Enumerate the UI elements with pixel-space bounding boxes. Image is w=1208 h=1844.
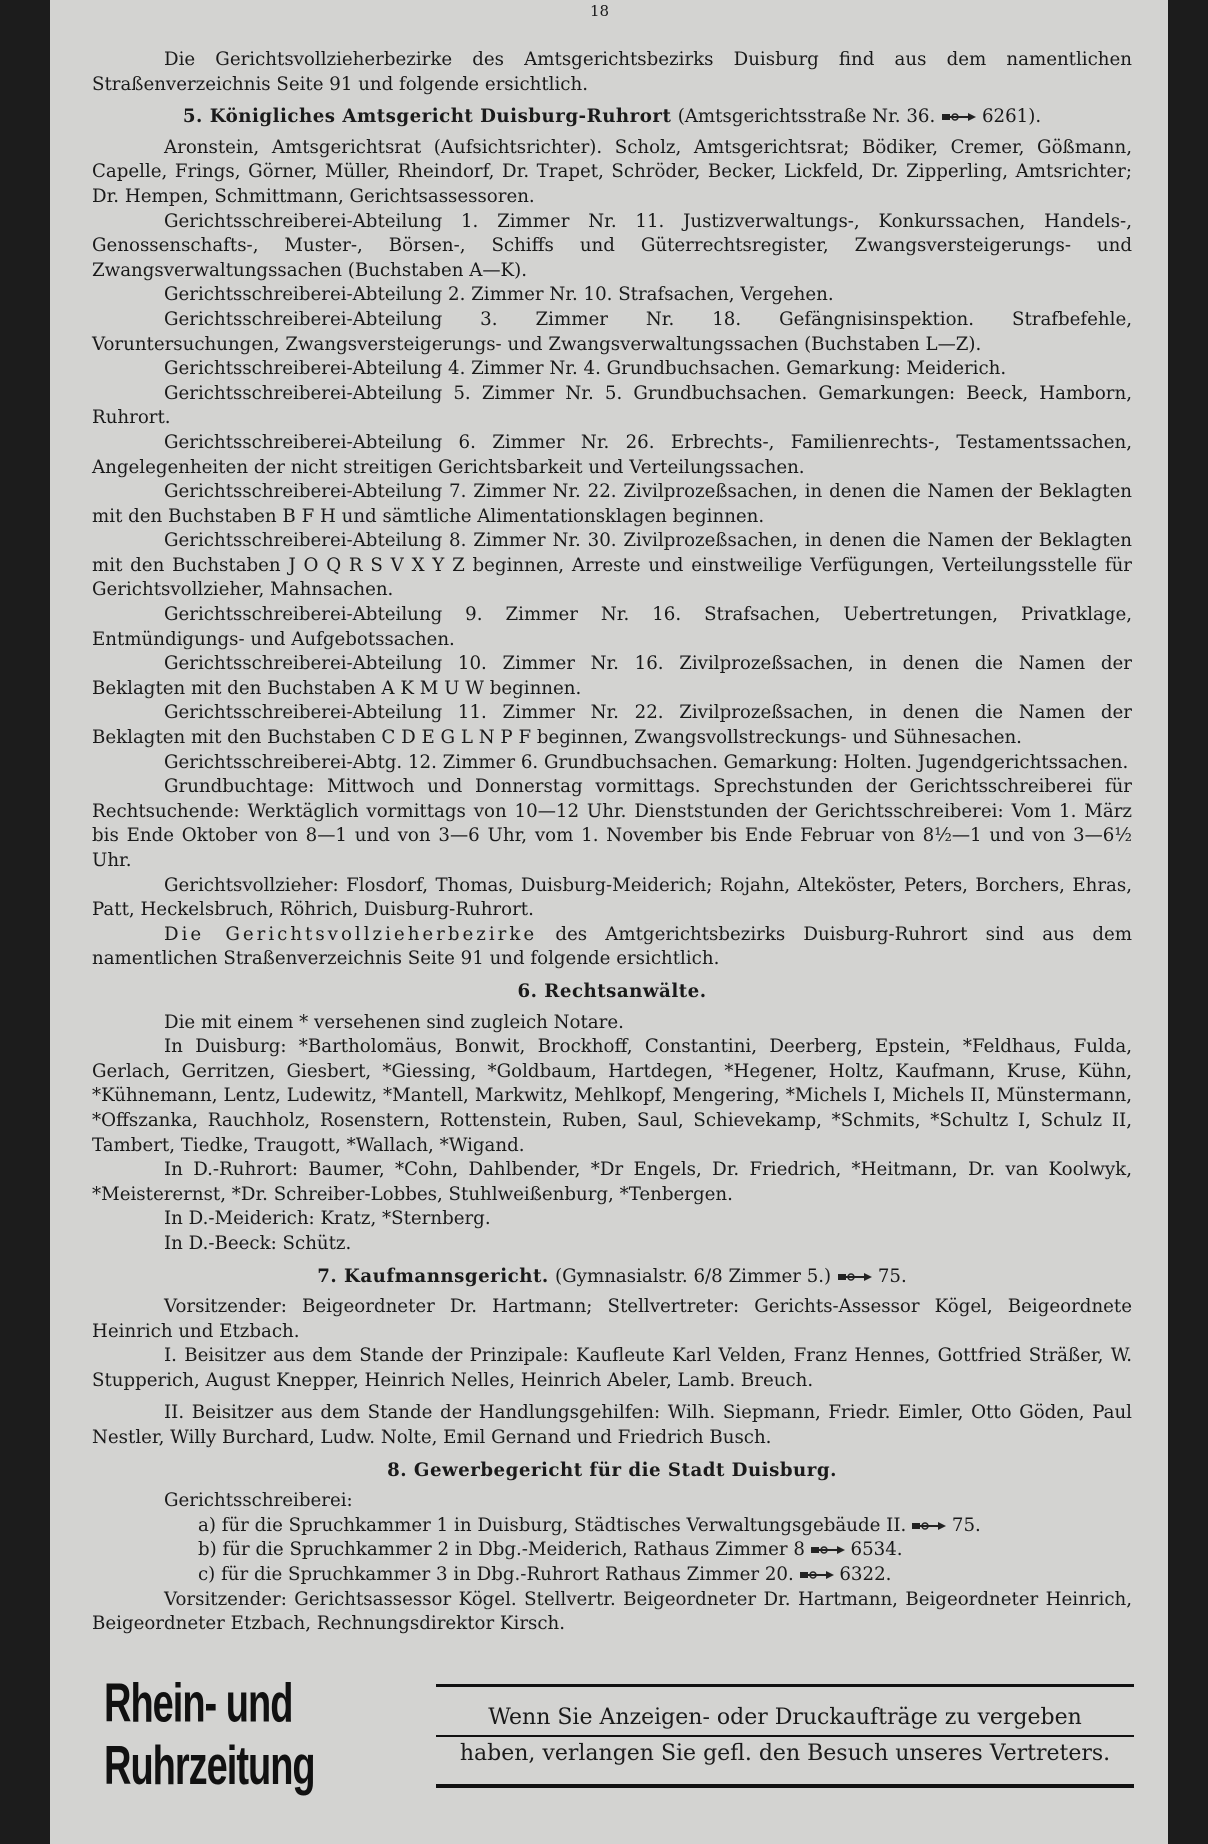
chamber-row-a — [92, 1514, 1132, 1539]
chamber-row-a-text: a) für die Spruchkammer 1 in Duisburg, Städtisches Verwaltungsgebäude II. — [198, 1514, 907, 1536]
telephone-icon — [838, 1271, 872, 1283]
chamber-row-c-text: c) für die Spruchkammer 3 in Dbg.-Ruhrort Rathaus Zimmer 20. — [198, 1564, 794, 1586]
chamber-row-b — [92, 1538, 1132, 1563]
registry-dept-8: Gerichtsschreiberei-Abteilung 8. Zimmer Nr. 30. Zivilprozeßsachen, in denen die Namen der Beklagten mit den Buchstaben J O Q R S V X Y Z beginnen, Arreste und einstweilige Verfügungen, Verteilungsstelle für Gerichtsvollzieher, Mahnsachen. — [92, 530, 1132, 601]
assessors-principals: I. Beisitzer aus dem Stande der Prinzipale: Kaufleute Karl Velden, Franz Hennes, Gottfried Sträßer, W. Stupperich, August Knepper, Heinrich Nelles, Heinrich Abeler, Lamb. Breuch. — [92, 1345, 1132, 1391]
section-7-phone: 75. — [877, 1265, 907, 1287]
registry-dept-12: Gerichtsschreiberei-Abtg. 12. Zimmer 6. Grundbuchsachen. Gemarkung: Holten. Jugendgerichtssachen. — [164, 751, 1129, 773]
newspaper-advertisement — [104, 1673, 1134, 1797]
registry-dept-9: Gerichtsschreiberei-Abteilung 9. Zimmer Nr. 16. Strafsachen, Uebertretungen, Privatklage, Entmündigungs- und Aufgebotssachen. — [92, 604, 1132, 650]
lawyers-meiderich: In D.-Meiderich: Kratz, *Sternberg. — [164, 1208, 491, 1230]
registry-dept-4: Gerichtsschreiberei-Abteilung 4. Zimmer Nr. 4. Grundbuchsachen. Gemarkung: Meiderich. — [164, 358, 1007, 380]
section-6-title: 6. Rechtsanwälte. — [517, 980, 707, 1002]
telephone-icon — [942, 111, 976, 123]
assessors-employees: II. Beisitzer aus dem Stande der Handlungsgehilfen: Wilh. Siepmann, Friedr. Eimler, Otto Göden, Paul Nestler, Willy Burchard, Ludw. Nolte, Emil Gernand und Friedrich Busch. — [92, 1402, 1132, 1449]
registry-dept-11: Gerichtsschreiberei-Abteilung 11. Zimmer Nr. 22. Zivilprozeßsachen, in denen die Namen der Beklagten mit den Buchstaben C D E G L N P F beginnen, Zwangsvollstreckungs- und Sühnesachen. — [92, 702, 1132, 749]
bailiff-districts-note — [92, 923, 1132, 972]
section-5-judges: Aronstein, Amtsgerichtsrat (Aufsichtsrichter). Scholz, Amtsgerichtsrat; Bödiker, Cremer, Gößmann, Capelle, Frings, Görner, Müller, Rheindorf, Dr. Trapet, Schröder, Becker, Lickfeld, Dr. Zipperling, Amtsrichter; Dr. Hempen, Schmittmann, Gerichtsassessoren. — [92, 136, 1132, 207]
chamber-row-c-phone: 6322. — [839, 1564, 892, 1586]
ad-line-1: Wenn Sie Anzeigen- oder Druckaufträge zu vergeben — [436, 1701, 1134, 1737]
registry-dept-3: Gerichtsschreiberei-Abteilung 3. Zimmer Nr. 18. Gefängnisinspektion. Strafbefehle, Voruntersuchungen, Zwangsversteigerungs- und Zwangsverwaltungssachen (Buchstaben L—Z). — [92, 308, 1132, 355]
document-body — [92, 48, 1132, 1637]
section-5-title: 5. Königliches Amtsgericht Duisburg-Ruhrort — [182, 106, 672, 128]
section-8-heading — [92, 1459, 1132, 1484]
registry-dept-2: Gerichtsschreiberei-Abteilung 2. Zimmer Nr. 10. Strafsachen, Vergehen. — [164, 284, 834, 306]
document-page — [50, 0, 1168, 1844]
industrial-court-chair: Vorsitzender: Gerichtsassessor Kögel. Stellvertr. Beigeordneter Dr. Hartmann, Beigeordneter Heinrich, Beigeordneter Etzbach, Rechnungsdirektor Kirsch. — [92, 1588, 1132, 1635]
registry-dept-7: Gerichtsschreiberei-Abteilung 7. Zimmer Nr. 22. Zivilprozeßsachen, in denen die Namen der Beklagten mit den Buchstaben B F H und sämtliche Alimentationsklagen beginnen. — [92, 481, 1132, 527]
lawyers-beeck: In D.-Beeck: Schütz. — [164, 1232, 352, 1254]
ad-text-box — [436, 1684, 1134, 1788]
registry-dept-1: Gerichtsschreiberei-Abteilung 1. Zimmer Nr. 11. Justizverwaltungs-, Konkurssachen, Handels-, Genossenschafts-, Muster-, Börsen-, Schiffs und Güterrechtsregister, Zwangsversteigerungs- und Zwangsverwaltungssachen (Buchstaben A—K). — [92, 210, 1132, 281]
section-7-heading — [92, 1265, 1132, 1290]
lawyers-ruhrort: In D.-Ruhrort: Baumer, *Cohn, Dahlbender, *Dr Engels, Dr. Friedrich, *Heitmann, Dr. van Koolwyk, *Meisterernst, *Dr. Schreiber-Lobbes, Stuhlweißenburg, *Tenbergen. — [92, 1159, 1132, 1205]
chamber-row-b-text: b) für die Spruchkammer 2 in Dbg.-Meiderich, Rathaus Zimmer 8 — [198, 1539, 805, 1561]
registry-dept-5: Gerichtsschreiberei-Abteilung 5. Zimmer Nr. 5. Grundbuchsachen. Gemarkungen: Beeck, Hamborn, Ruhrort. — [92, 382, 1132, 429]
page-number: 18 — [590, 2, 610, 20]
registry-dept-6: Gerichtsschreiberei-Abteilung 6. Zimmer Nr. 26. Erbrechts-, Familienrechts-, Testamentssachen, Angelegenheiten der nicht streitigen Gerichtsbarkeit und Verteilungssachen. — [92, 431, 1132, 478]
telephone-icon — [912, 1520, 946, 1532]
telephone-icon — [811, 1544, 845, 1556]
bailiff-districts-rest: des Amtgerichtsbezirks Duisburg-Ruhrort sind aus dem namentlichen Straßenverzeichnis Seite 91 und folgende ersichtlich. — [92, 923, 1132, 970]
chamber-row-c — [92, 1563, 1132, 1588]
registry-dept-10: Gerichtsschreiberei-Abteilung 10. Zimmer Nr. 16. Zivilprozeßsachen, in denen die Namen der Beklagten mit den Buchstaben A K M U W beginnen. — [92, 653, 1132, 699]
newspaper-logo: Rhein- und Ruhrzeitung — [104, 1673, 315, 1797]
registry-label: Gerichtsschreiberei: — [164, 1490, 353, 1512]
section-5-address: (Amtsgerichtsstraße Nr. 36. — [677, 106, 936, 128]
telephone-icon — [800, 1569, 834, 1581]
section-5-phone: 6261). — [981, 106, 1042, 128]
ad-line-2: haben, verlangen Sie gefl. den Besuch unseres Vertreters. — [459, 1740, 1111, 1766]
chamber-row-a-phone: 75. — [951, 1514, 981, 1536]
office-hours: Grundbuchtage: Mittwoch und Donnerstag vormittags. Sprechstunden der Gerichtsschreiberei für Rechtsuchende: Werktäglich vormittags von 10—12 Uhr. Dienststunden der Gerichtsschreiberei: Vom 1. März bis Ende Oktober von 8—1 und von 3—6 Uhr, vom 1. November bis Ende Februar von 8½—1 und von 3—6½ Uhr. — [92, 776, 1132, 871]
notary-note: Die mit einem * versehenen sind zugleich Notare. — [164, 1011, 624, 1033]
section-5-heading — [92, 105, 1132, 130]
lawyers-duisburg: In Duisburg: *Bartholomäus, Bonwit, Brockhoff, Constantini, Deerberg, Epstein, *Feldhaus, Fulda, Gerlach, Gerritzen, Giesbert, *Giessing, *Goldbaum, Hartdegen, *Hegener, Holtz, Kaufmann, Kruse, Kühn, *Kühnemann, Lentz, Ludewitz, *Mantell, Markwitz, Mehlkopf, Mengering, *Michels I, Michels II, Münstermann, *Offszanka, Rauchholz, Rosenstern, Rottenstein, Ruben, Saul, Schievekamp, *Schmits, *Schultz I, Schulz II, Tambert, Tiedke, Traugott, *Wallach, *Wigand. — [92, 1036, 1132, 1156]
bailiff-districts-spaced: Die Gerichtsvollzieherbezirke — [164, 923, 538, 945]
chamber-row-b-phone: 6534. — [850, 1539, 903, 1561]
section-8-title: 8. Gewerbegericht für die Stadt Duisburg. — [387, 1459, 837, 1481]
section-7-address: (Gymnasialstr. 6/8 Zimmer 5.) — [555, 1265, 832, 1287]
section-6-heading — [92, 980, 1132, 1005]
commercial-court-chair: Vorsitzender: Beigeordneter Dr. Hartmann; Stellvertreter: Gerichts-Assessor Kögel, Beigeordnete Heinrich und Etzbach. — [92, 1296, 1132, 1342]
section-7-title: 7. Kaufmannsgericht. — [317, 1265, 549, 1287]
bailiffs-list: Gerichtsvollzieher: Flosdorf, Thomas, Duisburg-Meiderich; Rojahn, Alteköster, Peters, Borchers, Ehras, Patt, Heckelsbruch, Röhrich, Duisburg-Ruhrort. — [92, 874, 1132, 921]
intro-paragraph: Die Gerichtsvollzieherbezirke des Amtsgerichtsbezirks Duisburg find aus dem namentlichen Straßenverzeichnis Seite 91 und folgende ersichtlich. — [92, 49, 1132, 95]
